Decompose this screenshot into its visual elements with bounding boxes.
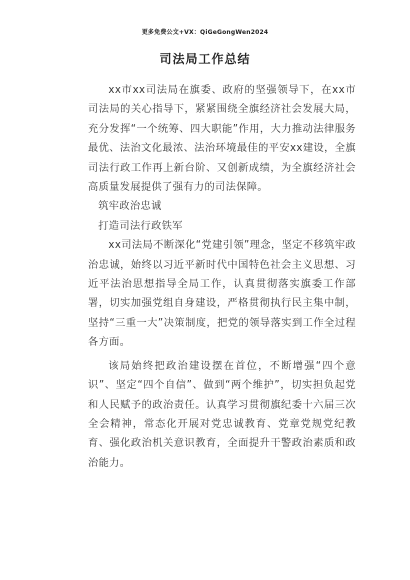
paragraph-party-building: xx司法局不断深化“党建引领”理念，坚定不移筑牢政治忠诚，始终以习近平新时代中国特色社会主义思想、习近平法治思想指导全局工作，认真贯彻落实旗委工作部署，切实加强党组自身建设，严格贯彻执行民主集中制，坚持“三重一大”决策制度，把党的领导落实到工作全过程各方面。 [88,240,356,349]
paragraph-political-construction: 该局始终把政治建设摆在首位，不断增强“四个意识”、坚定“四个自信”、做到“两个维护”，切实担负起党和人民赋予的政治责任。认真学习贯彻旗纪委十六届三次全会精神，常态化开展对党忠诚教育、党章党规党纪教育、强化政治机关意识教育，全面提升干警政治素质和政治能力。 [88,360,356,469]
section-heading-1: 筑牢政治忠诚 [98,201,162,213]
section-heading-2: 打造司法行政铁军 [98,220,183,232]
document-body [88,81,356,473]
document-title: 司法局工作总结 [159,52,251,66]
header-note: 更多免费公文+VX：QiGeGongWen2024 [141,29,269,36]
paragraph-intro: xx市xx司法局在旗委、政府的坚强领导下，在xx市司法局的关心指导下，紧紧围绕全旗经济社会发展大局，充分发挥“一个统筹、四大职能”作用，大力推动法律服务最优、法治文化最浓、法治环境最佳的平安xx建设，全旗司法行政工作再上新台阶、又创新成绩，为全旗经济社会高质量发展提供了强有力的司法保障。 [88,85,356,194]
